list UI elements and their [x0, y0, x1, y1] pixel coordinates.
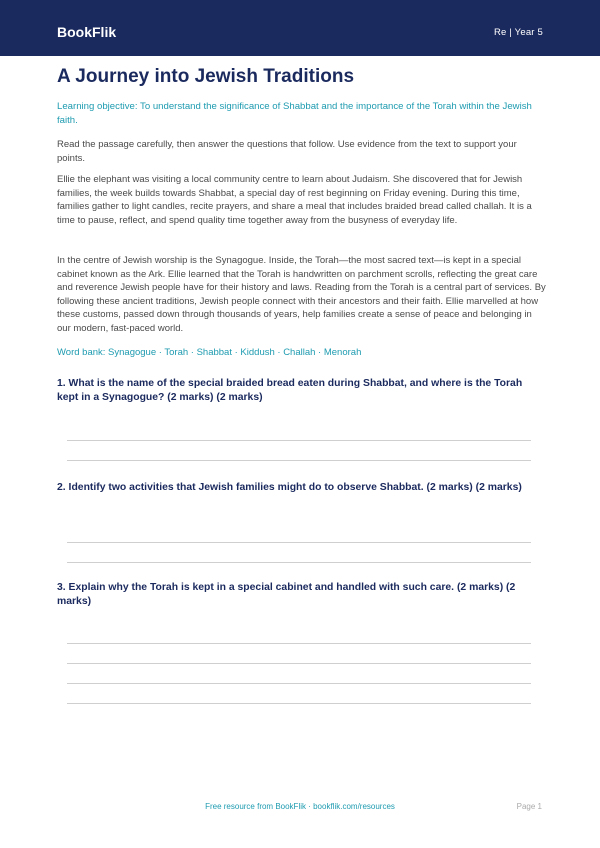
learning-objective: Learning objective: To understand the significance of Shabbat and the importance of the Torah within the Jewish faith. — [57, 101, 532, 126]
page-header — [0, 0, 600, 56]
page-title: A Journey into Jewish Traditions — [57, 66, 355, 87]
question-2: 2. Identify two activities that Jewish families might do to observe Shabbat. (2 marks) (2 marks) — [57, 482, 522, 493]
answer-line[interactable] — [67, 562, 531, 563]
question-3: 3. Explain why the Torah is kept in a special cabinet and handled with such care. (2 marks) (2 marks) — [57, 582, 516, 607]
subject-year-label: Re | Year 5 — [493, 27, 543, 38]
brand-logo[interactable]: BookFlik — [57, 24, 117, 40]
footer-resource-link[interactable]: Free resource from BookFlik · bookflik.com/resources — [205, 802, 395, 811]
instructions-text: Read the passage carefully, then answer the questions that follow. Use evidence from the text to support your points. — [57, 139, 517, 164]
answer-line[interactable] — [67, 643, 531, 644]
answer-line[interactable] — [67, 460, 531, 461]
question-1: 1. What is the name of the special braided bread eaten during Shabbat, and where is the Torah kept in a Synagogue? (2 marks) (2 marks) — [57, 378, 523, 403]
answer-line[interactable] — [67, 683, 531, 684]
word-bank: Word bank: Synagogue · Torah · Shabbat · Kiddush · Challah · Menorah — [57, 347, 362, 358]
answer-line[interactable] — [67, 663, 531, 664]
answer-line[interactable] — [67, 542, 531, 543]
answer-line[interactable] — [67, 703, 531, 704]
answer-line[interactable] — [67, 440, 531, 441]
passage-paragraph-2: In the centre of Jewish worship is the Synagogue. Inside, the Torah—the most sacred text—is kept in a special cabinet known as the Ark. Ellie learned that the Torah is handwritten on parchment scrolls, reflecting the great care and reverence Jewish people have for their history and laws. Reading from the Torah is a central part of services. By following these ancient traditions, Jewish people connect with their ancestors and their faith. Ellie marvelled at how these customs, passed down through thousands of years, help families create a sense of peace and belonging in our modern, fast-paced world. — [57, 255, 546, 334]
passage-paragraph-1: Ellie the elephant was visiting a local community centre to learn about Judaism. She discovered that for Jewish families, the week builds towards Shabbat, a special day of rest beginning on Friday evening. During this time, families gather to light candles, recite prayers, and share a meal that includes braided bread called challah. It is a time to pause, reflect, and spend quality time together away from the busyness of everyday life. — [57, 174, 532, 226]
page-number: Page 1 — [516, 802, 542, 811]
